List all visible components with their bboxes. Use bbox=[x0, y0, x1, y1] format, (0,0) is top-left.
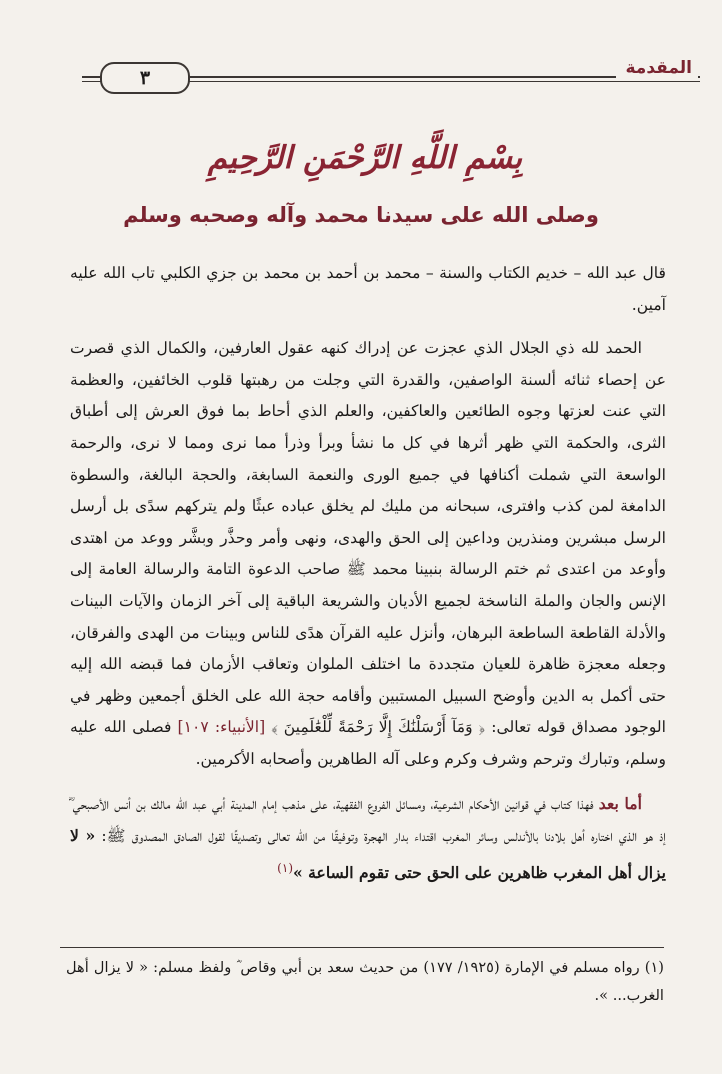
amma-baad-lead: أما بعد bbox=[598, 793, 642, 813]
page-number: ٣ bbox=[100, 62, 190, 94]
basmala-heading: بِسْمِ اللَّهِ الرَّحْمَنِ الرَّحِيمِ bbox=[207, 140, 523, 176]
footnote-marker: (١) bbox=[277, 860, 293, 875]
paragraph-opening: قال عبد الله – خديم الكتاب والسنة – محمد بن أحمد بن محمد بن جزي الكلبي تاب الله عليه آمين. bbox=[70, 264, 666, 314]
paragraph-praise bbox=[70, 333, 666, 775]
footnotes bbox=[66, 954, 664, 1010]
paragraph-purpose bbox=[70, 788, 666, 890]
hadith-quote: « لا يزال أهل المغرب ظاهرين على الحق حتى تقوم الساعة » bbox=[70, 826, 666, 882]
quran-verse: ﴿ وَمَآ أَرْسَلْنَٰكَ إِلَّا رَحْمَةً لِّلْعَٰلَمِينَ ﴾ bbox=[271, 718, 486, 737]
main-text bbox=[70, 258, 666, 889]
footnote-1: (١) رواه مسلم في الإمارة (١٩٢٥/ ١٧٧) من حديث سعد بن أبي وقاص ؓ ولفظ مسلم: « لا يزال أهل الغرب... ». bbox=[66, 959, 664, 1004]
section-title: المقدمة bbox=[616, 58, 699, 78]
footnote-divider bbox=[60, 947, 664, 948]
salutation-heading: وصلى الله على سيدنا محمد وآله وصحبه وسلم bbox=[123, 203, 599, 227]
paragraph-gap bbox=[70, 321, 666, 333]
praise-text: الحمد لله ذي الجلال الذي عجزت عن إدراك كنهه عقول العارفين، والكمال الذي قصرت عن إحصاء ثنائه ألسنة الواصفين، والقدرة التي وجلت من رهبتها قلوب الخائفين، والعظمة التي عنت لعزتها وجوه الطائعين والعاكفين، والعلم الذي أحاط بما فوق العرش إلى أطباق الثرى، والحكمة التي ظهر أثرها في كل ما نشأ وبرأ وذرأ مما نرى ومما لا نرى، والرحمة الواسعة التي شملت أكنافها في جميع الورى والنعمة السابغة، والحجة البالغة، والسطوة الدامغة لمن كذب وافترى، سبحانه من مليك لم يخلق عباده عبثًا ولم يتركهم سدًى بل أرسل الرسل مبشرين ومنذرين وداعين إلى الحق والهدى، ونهى وأمر وحذَّر وبشَّر ووعد من اهتدى وأوعد من اعتدى ثم ختم الرسالة بنبينا محمد ﷺ صاحب الدعوة التامة والرسالة العامة إلى الإنس والجان والملة الناسخة لجميع الأديان والشريعة الباقية إلى آخر الزمان والآيات البينات والأدلة القاطعة الساطعة البرهان، وأنزل عليه القرآن هدًى للناس وبينات من الهدى والفرقان، وجعله معجزة ظاهرة للعيان متجددة ما اختلف الملوان وتعاقب الأزمان فما قبضه الله إليه حتى أكمل به الدين وأوضح السبيل المستبين وأقامه حجة الله على الخلق أجمعين وظهر في الوجود مصداق قوله تعالى: bbox=[70, 339, 666, 737]
purpose-text: فهذا كتاب في قوانين الأحكام الشرعية، ومسائل الفروع الفقهية، على مذهب إمام المدينة أبي عبد الله مالك بن أنس الأصبحي ؓ إذ هو الذي اختاره أهل بلادنا بالأندلس وسائر المغرب اقتداء بدار الهجرة وتوفيقًا من الله تعالى وتصديقًا لقول الصادق المصدوق ﷺ: bbox=[70, 794, 666, 846]
paragraph-gap bbox=[70, 776, 666, 788]
praise-closing: فصلى الله عليه وسلم، وتبارك وترحم وشرف وكرم وعلى آله الطاهرين وأصحابه الأكرمين. bbox=[70, 718, 666, 768]
quran-reference: [الأنبياء: ١٠٧] bbox=[177, 718, 266, 737]
